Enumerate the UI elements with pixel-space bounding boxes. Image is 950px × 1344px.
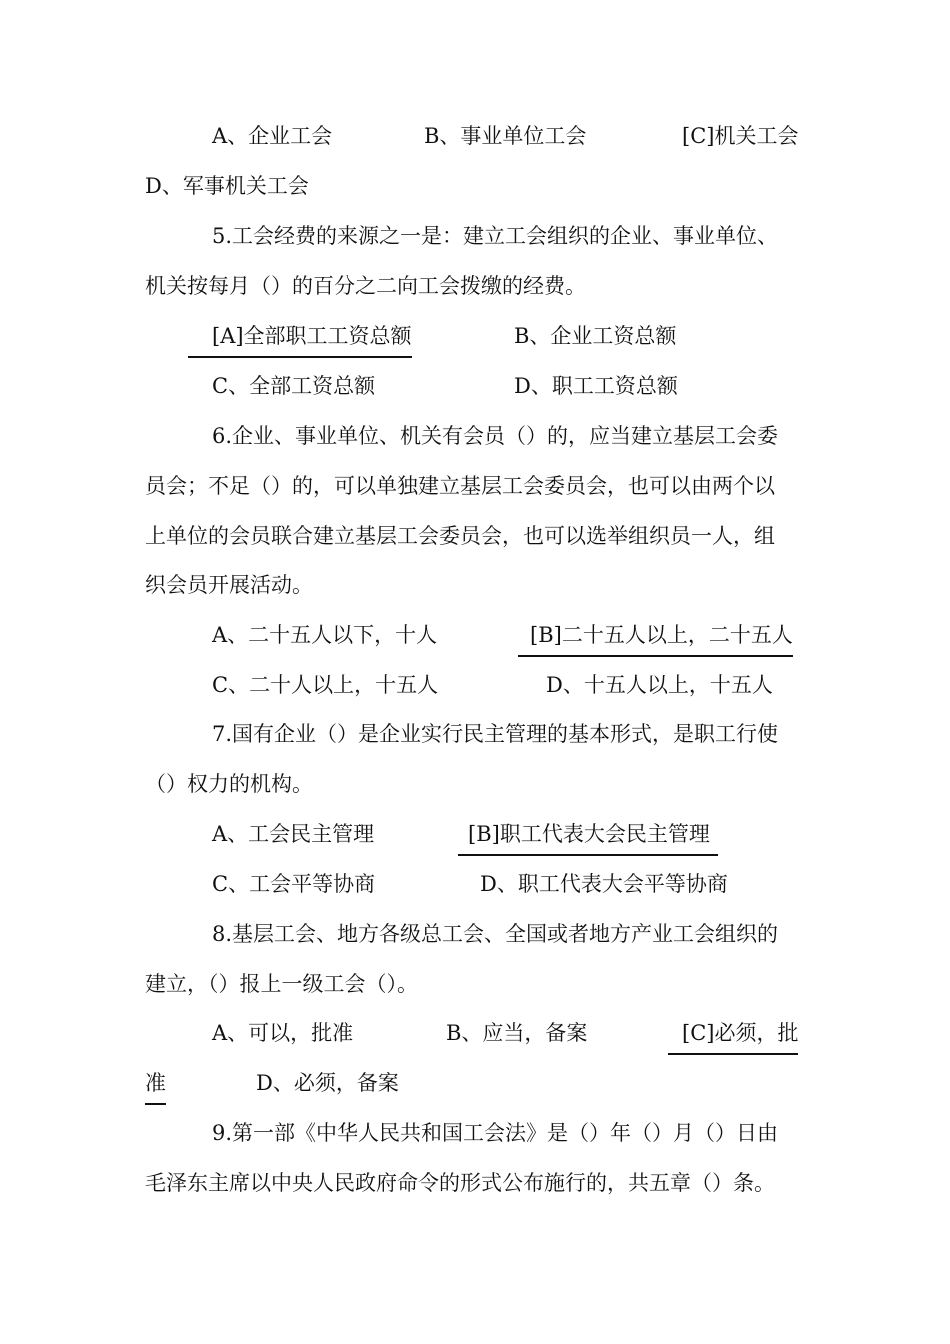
q4-option-c-answer: [C]机关工会 xyxy=(682,124,799,148)
q7-option-a: A、工会民主管理 xyxy=(212,822,375,846)
q5-option-d: D、职工工资总额 xyxy=(514,374,678,398)
q6-question-line-4: 织会员开展活动。 xyxy=(145,573,313,597)
q9-question-line-2: 毛泽东主席以中央人民政府命令的形式公布施行的，共五章（）条。 xyxy=(145,1171,775,1195)
q6-option-d: D、十五人以上，十五人 xyxy=(546,673,773,697)
q5-option-b: B、企业工资总额 xyxy=(514,324,677,348)
q8-option-c-answer-part2: 准 xyxy=(145,1069,166,1105)
q8-option-d: D、必须，备案 xyxy=(256,1071,399,1095)
q6-option-c: C、二十人以上，十五人 xyxy=(212,673,439,697)
q5-question-line-1: 5.工会经费的来源之一是：建立工会组织的企业、事业单位、 xyxy=(212,224,779,248)
q6-option-b-answer: [B]二十五人以上，二十五人 xyxy=(518,621,793,657)
q7-option-c: C、工会平等协商 xyxy=(212,872,376,896)
q6-question-line-1: 6.企业、事业单位、机关有会员（）的，应当建立基层工会委 xyxy=(212,424,779,448)
q8-option-c-answer-part1: [C]必须，批 xyxy=(668,1019,798,1055)
q7-option-d: D、职工代表大会平等协商 xyxy=(480,872,728,896)
q4-option-d: D、军事机关工会 xyxy=(145,174,309,198)
q8-question-line-1: 8.基层工会、地方各级总工会、全国或者地方产业工会组织的 xyxy=(212,922,779,946)
q4-option-b: B、事业单位工会 xyxy=(424,124,587,148)
q8-question-line-2: 建立，（）报上一级工会（）。 xyxy=(145,972,418,996)
q7-question-line-2: （）权力的机构。 xyxy=(145,772,313,796)
q7-option-b-answer: [B]职工代表大会民主管理 xyxy=(458,820,718,856)
q8-option-b: B、应当，备案 xyxy=(446,1021,588,1045)
q6-option-a: A、二十五人以下，十人 xyxy=(212,623,438,647)
q9-question-line-1: 9.第一部《中华人民共和国工会法》是（）年（）月（）日由 xyxy=(212,1121,779,1145)
q7-question-line-1: 7.国有企业（）是企业实行民主管理的基本形式，是职工行使 xyxy=(212,722,779,746)
q4-option-a: A、企业工会 xyxy=(212,124,333,148)
q5-option-a-answer: [A]全部职工工资总额 xyxy=(188,322,412,358)
q6-question-line-3: 上单位的会员联合建立基层工会委员会，也可以选举组织员一人，组 xyxy=(145,524,775,548)
q5-option-c: C、全部工资总额 xyxy=(212,374,376,398)
q8-option-a: A、可以，批准 xyxy=(212,1021,354,1045)
q6-question-line-2: 员会；不足（）的，可以单独建立基层工会委员会，也可以由两个以 xyxy=(145,474,775,498)
q5-question-line-2: 机关按每月（）的百分之二向工会拨缴的经费。 xyxy=(145,274,586,298)
